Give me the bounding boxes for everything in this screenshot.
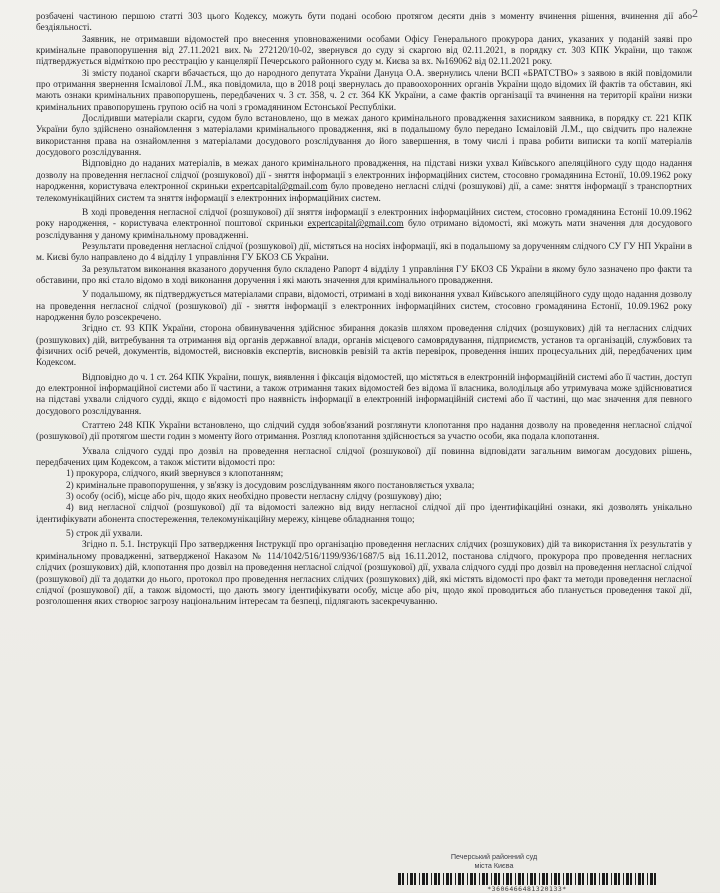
barcode-bar bbox=[611, 873, 612, 885]
barcode-bar bbox=[467, 873, 468, 885]
paragraph: Згідно п. 5.1. Інструкції Про затвердження Інструкції про організацію проведення негласних слідчих (розшукових) дій та використання їх результатів у кримінальному провадженні, затвердженої Наказом № 114/1042/516/1199/936/1687/5 від 16.11.2012, постанова слідчого, прокурора про проведення негласних слідчих (розшукових) дій, клопотання про дозвіл на проведення негласної слідчої (розшукової) дії, ухвала слідчого судді про дозвіл на проведення негласної слідчої (розшукової) дії та додатки до нього, протокол про проведення негласних слідчих (розшукових) дій, які містять відомості про факт та методи проведення негласної слідчої (розшукової) дії, а також відомості, що дають змогу ідентифікувати особу, місце або річ, щодо якої проводиться або планується проведення такої дії, розголошення яких створює загрозу національним інтересам та безпеці, підлягають засекречуванню. bbox=[36, 540, 692, 608]
barcode-bar bbox=[479, 873, 480, 885]
barcode-bar bbox=[630, 873, 632, 885]
page-footer bbox=[0, 852, 720, 892]
barcode-bar bbox=[474, 873, 476, 885]
barcode-bar bbox=[542, 873, 545, 885]
paragraph-text: В ході проведення негласної слідчої (розшукової) дії зняття інформації з електронних інформаційних систем, стосовно громадянина Естонії 10.09.1962 року народження, - користувача електронної поштової скриньки bbox=[36, 207, 692, 230]
list-item: 5) строк дії ухвали. bbox=[66, 529, 143, 540]
barcode-bar bbox=[534, 873, 536, 885]
barcode-bar bbox=[606, 873, 608, 885]
barcode-bar bbox=[647, 873, 648, 885]
barcode-bar bbox=[446, 873, 449, 885]
barcode-bar bbox=[654, 873, 656, 885]
barcode-bar bbox=[570, 873, 572, 885]
paragraph: Згідно ст. 93 КПК України, сторона обвинувачення здійснює збирання доказів шляхом проведення слідчих (розшукових) дій та негласних слідчих (розшукових) дій, витребування та отримання від органів державної влади, органів місцевого самоврядування, підприємств, установ та організацій, службових та фізичних осіб речей, документів, відомостей, висновків експертів, висновків ревізій та актів перевірок, проведення інших процесуальних дій, передбачених цим Кодексом. bbox=[36, 324, 692, 369]
court-stamp bbox=[424, 852, 564, 870]
barcode-bar bbox=[498, 873, 500, 885]
list-item: 3) особу (осіб), місце або річ, щодо яких необхідно провести негласну слідчу (розшукову) дію; bbox=[66, 492, 442, 503]
barcode-bar bbox=[518, 873, 521, 885]
barcode-bar bbox=[590, 873, 593, 885]
paragraph: У подальшому, як підтверджується матеріалами справи, відомості, отримані в ході виконання ухвал Київського апеляційного суду щодо надання дозволу на проведення негласної слідчої (розшукової) дії - зняття інформації з електронних інформаційних систем, стосовно громадянина Естонії, 10.09.1962 року народження було розсекречено. bbox=[36, 290, 692, 323]
barcode-bar bbox=[626, 873, 629, 885]
barcode-bar bbox=[434, 873, 437, 885]
barcode bbox=[398, 873, 656, 885]
barcode-bar bbox=[414, 873, 416, 885]
barcode-bar bbox=[426, 873, 428, 885]
email-link[interactable]: expertcapital@gmail.com bbox=[307, 219, 404, 230]
paragraph-text: було проведено негласні слідчі (розшукові) дії, а саме: зняття інформації з транспортних телекомунікаційних систем та зняття інформації з електронних інформаційних систем. bbox=[36, 182, 692, 204]
barcode-bar bbox=[614, 873, 617, 885]
barcode-bar bbox=[482, 873, 485, 885]
barcode-bar bbox=[602, 873, 605, 885]
court-city: міста Києва bbox=[474, 861, 514, 870]
barcode-bar bbox=[635, 873, 636, 885]
paragraph: Зі змісту поданої скарги вбачається, що до народного депутата України Дануца О.А. звернулись члени ВСП «БРАТСТВО» з заявою в якій повідомили про отримання звернення Ісмаілової Л.М., яка повідомила, що в 2018 році звернулась до правоохоронних органів України щодо відомих їй фактів та обставин, які мають ознаки кримінальних правопорушень, передбачених ч. 3 ст. 358, ч. 2 ст. 364 КК України, а саме фактів організації та вчинення на території країни низки кримінальних правопорушень групою осіб на чолі з громадянином Естонської Республіки. bbox=[36, 68, 692, 113]
paragraph: За результатом виконання вказаного доручення було складено Рапорт 4 відділу 1 управління ГУ БКОЗ СБ України в якому було зазначено про факти та обставини, про які стало відомо в ході виконання доручення і які мають значення для кримінального провадження. bbox=[36, 264, 692, 286]
paragraph: Дослідивши матеріали скарги, судом було встановлено, що в межах даного кримінального провадження захисником заявника, в порядку ст. 221 КПК України було здійснено ознайомлення з матеріалами кримінального провадження, які в подальшому було передано Ісмаіловій Л.М., що свідчить про належне використання права на ознайомлення з матеріалами досудового розслідування до його завершення, в тому числі і права робити виписки та копії матеріалів досудового розслідування. bbox=[36, 114, 692, 159]
barcode-bar bbox=[462, 873, 464, 885]
paragraph: Ухвала слідчого судді про дозвіл на проведення негласної слідчої (розшукової) дії повинна відповідати загальним вимогам досудових рішень, передбачених цим Кодексом, а також містити відомості про: bbox=[36, 446, 692, 469]
barcode-bar bbox=[407, 873, 408, 885]
barcode-bar bbox=[491, 873, 492, 885]
barcode-bar bbox=[422, 873, 425, 885]
barcode-bar bbox=[623, 873, 624, 885]
barcode-bar bbox=[575, 873, 576, 885]
barcode-bar bbox=[566, 873, 569, 885]
barcode-bar bbox=[530, 873, 533, 885]
list-item: 2) кримінальне правопорушення, у зв'язку із досудовим розслідуванням якого постановляється ухвала; bbox=[66, 480, 475, 491]
barcode-bar bbox=[594, 873, 596, 885]
barcode-bar bbox=[546, 873, 548, 885]
paragraph-with-email bbox=[36, 159, 692, 204]
barcode-bar bbox=[650, 873, 653, 885]
court-name: Печерський районний суд bbox=[450, 852, 538, 861]
barcode-bar bbox=[419, 873, 420, 885]
barcode-bar bbox=[563, 873, 564, 885]
barcode-bar bbox=[503, 873, 504, 885]
paragraph: розбачені частиною першою статті 303 цього Кодексу, можуть бути подані особою протягом десяти днів з моменту вчинення рішення, вчинення дії або бездіяльності. bbox=[36, 12, 692, 34]
barcode-bar bbox=[431, 873, 432, 885]
barcode-bar bbox=[450, 873, 452, 885]
barcode-bar bbox=[554, 873, 557, 885]
paragraph: Відповідно до ч. 1 ст. 264 КПК України, пошук, виявлення і фіксація відомостей, що містяться в електронній інформаційній системі або її частин, доступ до електронної інформаційної системи або її частини, а також отримання таких відомостей без відома її власника, володільця або утримувача може здійснюватися на підставі ухвали слідчого судді, якщо є відомості про наявність інформації в електронній інформаційній системі або її частині, що має значення для певного досудового розслідування. bbox=[36, 372, 692, 417]
barcode-bar bbox=[402, 873, 404, 885]
barcode-bar bbox=[522, 873, 524, 885]
barcode-bar bbox=[458, 873, 461, 885]
barcode-bar bbox=[486, 873, 488, 885]
list-item: 1) прокурора, слідчого, який звернувся з клопотанням; bbox=[66, 469, 284, 480]
list-item: 4) вид негласної слідчої (розшукової) дії та відомості залежно від виду негласної слідчої дії про ідентифікаційні ознаки, які дозволять унікально ідентифікувати абонента спостереження, телекомунікаційну мережу, кінцеве обладнання тощо; bbox=[36, 503, 692, 525]
paragraph: Результати проведення негласної слідчої (розшукової) дії, містяться на носіях інформації, які в подальшому за дорученням слідчого СУ ГУ НП України в м. Києві було направлено до 4 відділу 1 управління ГУ БКОЗ СБ України. bbox=[36, 241, 692, 264]
barcode-bar bbox=[642, 873, 644, 885]
barcode-bar bbox=[470, 873, 473, 885]
barcode-bar bbox=[638, 873, 641, 885]
barcode-bar bbox=[539, 873, 540, 885]
barcode-bar bbox=[618, 873, 620, 885]
page-number: 2 bbox=[692, 6, 698, 20]
barcode-bar bbox=[510, 873, 512, 885]
barcode-bar bbox=[455, 873, 456, 885]
barcode-bar bbox=[599, 873, 600, 885]
barcode-number: *3606466481320133* bbox=[487, 885, 567, 893]
paragraph-with-email bbox=[36, 208, 692, 242]
email-link[interactable]: expertcapital@gmail.com bbox=[231, 182, 328, 193]
barcode-bar bbox=[438, 873, 440, 885]
paragraph-text: було отримано відомості, які можуть мати значення для досудового розслідування у даному кримінальному провадженні. bbox=[36, 219, 692, 241]
barcode-bar bbox=[558, 873, 560, 885]
barcode-bar bbox=[551, 873, 552, 885]
barcode-bar bbox=[410, 873, 413, 885]
barcode-bar bbox=[494, 873, 497, 885]
paragraph: Статтею 248 КПК України встановлено, що слідчий суддя зобов'язаний розглянути клопотання про надання дозволу на проведення негласної слідчої (розшукової) дії протягом шести годин з моменту його отримання. Розгляд клопотання здійснюється за участю особи, яка подала клопотання. bbox=[36, 421, 692, 443]
barcode-bar bbox=[506, 873, 509, 885]
barcode-bar bbox=[443, 873, 444, 885]
barcode-bar bbox=[515, 873, 516, 885]
barcode-bar bbox=[587, 873, 588, 885]
barcode-bar bbox=[527, 873, 528, 885]
barcode-bar bbox=[398, 873, 401, 885]
barcode-bar bbox=[582, 873, 584, 885]
barcode-bar bbox=[578, 873, 581, 885]
paragraph-text: Відповідно до наданих матеріалів, в межах даного кримінального провадження, на підставі низки ухвал Київського апеляційного суду щодо надання дозволу на проведення негласної слідчої (розшукової) дії - зняття інформації з електронних інформаційних систем, стосовно громадянина Естонії, 10.09.1962 року народження, користувача електронної скриньки bbox=[36, 159, 692, 193]
document-body bbox=[36, 12, 692, 609]
paragraph: Заявник, не отримавши відомостей про внесення уповноваженими особами Офісу Генерального прокурора даних, указаних у поданій заяві про кримінальне правопорушення від 27.11.2021 вих.№ 272120/10-02, звернувся до суду зі скаргою від 02.11.2021, в порядку ст. 303 КПК України, що також підтверджується відміткою про реєстрацію у канцелярії Печерського районного суду м. Києва за вх. №169062 від 02.11.2021 року. bbox=[36, 34, 692, 68]
